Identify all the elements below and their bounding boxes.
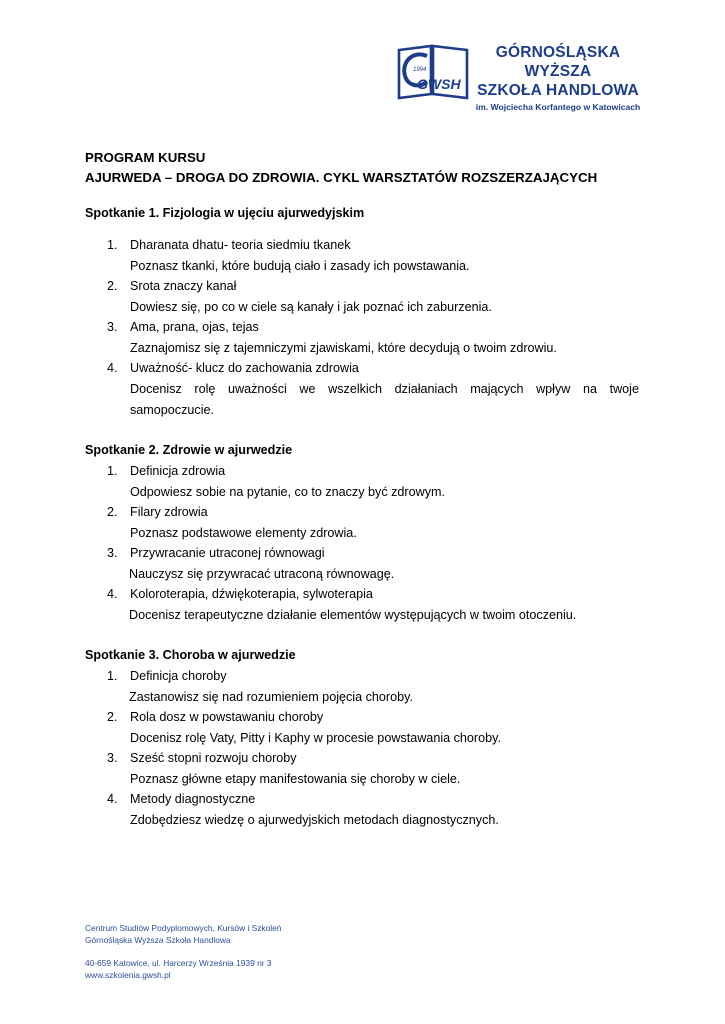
item-title: Sześć stopni rozwoju choroby (130, 751, 297, 765)
item-title: Definicja choroby (130, 669, 227, 683)
item-number: 3. (107, 751, 118, 765)
item-description: Docenisz rolę uważności we wszelkich działaniach mających wpływ na twoje samopoczucie. (130, 381, 639, 417)
heading-line-2: AJURWEDA – DROGA DO ZDROWIA. CYKL WARSZTATÓW ROZSZERZAJĄCYCH (85, 170, 598, 185)
item-description: Docenisz terapeutyczne działanie elementów występujących w twoim otoczeniu. (129, 607, 577, 622)
item-title: Metody diagnostyczne (130, 792, 256, 806)
logo-line-3: im. Wojciecha Korfantego w Katowicach (475, 102, 641, 112)
item-title: Dharanata dhatu- teoria siedmiu tkanek (130, 238, 351, 252)
logo-mark: GWSH (417, 76, 461, 92)
item-description: Docenisz rolę Vaty, Pitty i Kaphy w procesie powstawania choroby. (130, 730, 501, 745)
item-number: 1. (107, 238, 118, 252)
item-number: 4. (107, 361, 118, 375)
item-title: Ama, prana, ojas, tejas (130, 320, 259, 334)
item-description: Poznasz główne etapy manifestowania się choroby w ciele. (130, 771, 461, 786)
item-description: Poznasz podstawowe elementy zdrowia. (130, 525, 357, 540)
heading-line-1: PROGRAM KURSU (85, 150, 206, 165)
item-description: Zastanowisz się nad rozumieniem pojęcia choroby. (129, 689, 413, 704)
item-number: 2. (107, 505, 118, 519)
item-number: 3. (107, 546, 118, 560)
university-logo (393, 42, 645, 112)
item-number: 4. (107, 587, 118, 601)
item-description: Zaznajomisz się z tajemniczymi zjawiskami, które decydują o twoim zdrowiu. (130, 340, 557, 355)
item-number: 1. (107, 464, 118, 478)
logo-line-1: GÓRNOŚLĄSKA WYŻSZA (495, 44, 621, 80)
item-title: Rola dosz w powstawaniu choroby (130, 710, 324, 724)
gwsh-emblem-icon (393, 42, 473, 102)
item-title: Filary zdrowia (130, 505, 208, 519)
footer-line-2: Górnośląska Wyższa Szkoła Handlowa (85, 934, 231, 945)
section-3-title: Spotkanie 3. Choroba w ajurwedzie (85, 648, 296, 662)
footer-institution (85, 923, 281, 946)
footer-line-1: Centrum Studiów Podyplomowych, Kursów i Szkoleń (85, 923, 282, 933)
item-description: Zdobędziesz wiedzę o ajurwedyjskich metodach diagnostycznych. (130, 812, 499, 827)
item-number: 4. (107, 792, 118, 806)
item-description: Poznasz tkanki, które budują ciało i zasady ich powstawania. (130, 258, 470, 273)
logo-year: 1994 (413, 67, 427, 73)
logo-line-2: SZKOŁA HANDLOWA (477, 82, 639, 99)
footer-address (85, 958, 272, 981)
item-title: Przywracanie utraconej równowagi (130, 546, 325, 560)
item-title: Definicja zdrowia (130, 464, 226, 478)
item-title: Srota znaczy kanał (130, 279, 237, 293)
item-title: Koloroterapia, dźwiękoterapia, sylwoterapia (130, 587, 373, 601)
item-description: Nauczysz się przywracać utraconą równowagę. (129, 566, 395, 581)
item-description: Dowiesz się, po co w ciele są kanały i jak poznać ich zaburzenia. (130, 299, 492, 314)
footer-address-line: 40-659 Katowice, ul. Harcerzy Września 1939 nr 3 (85, 958, 272, 968)
footer-website-link[interactable]: www.szkolenia.gwsh.pl (85, 969, 171, 980)
section-1-title: Spotkanie 1. Fizjologia w ujęciu ajurwedyjskim (85, 206, 365, 220)
section-2-title: Spotkanie 2. Zdrowie w ajurwedzie (85, 443, 293, 457)
item-number: 1. (107, 669, 118, 683)
item-number: 2. (107, 279, 118, 293)
item-description: Odpowiesz sobie na pytanie, co to znaczy być zdrowym. (130, 484, 445, 499)
item-number: 2. (107, 710, 118, 724)
item-title: Uważność- klucz do zachowania zdrowia (130, 361, 359, 375)
item-number: 3. (107, 320, 118, 334)
course-heading (85, 148, 597, 188)
